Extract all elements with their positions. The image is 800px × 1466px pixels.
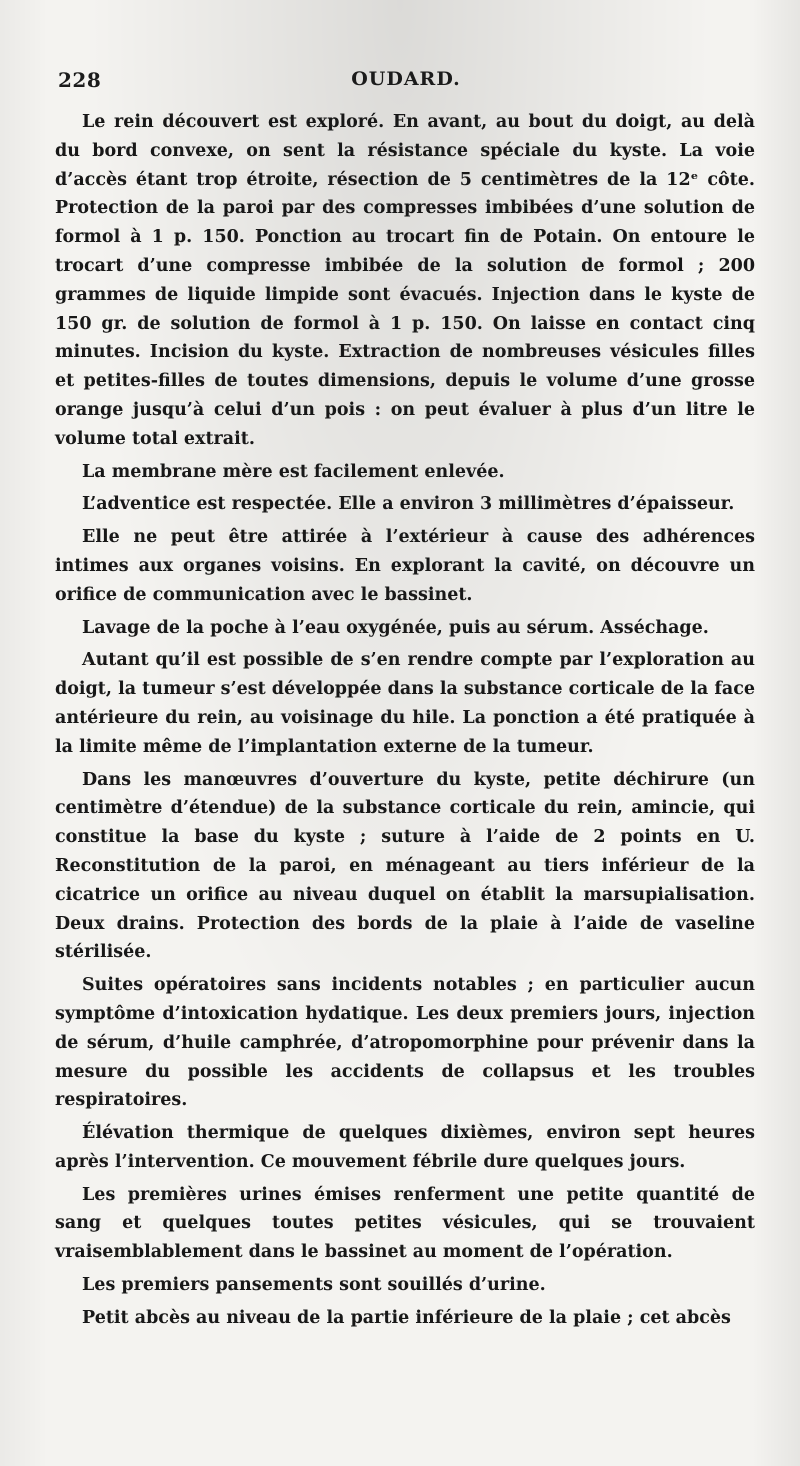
paragraph-adventice: L’adventice est respectée. Elle a environ 3 millimètres d’épaisseur. — [82, 494, 735, 515]
paragraph-membrane: La membrane mère est facilement enlevée. — [82, 461, 505, 482]
paragraph-abces: Petit abcès au niveau de la partie inférieure de la plaie ; cet abcès — [82, 1307, 731, 1328]
paragraph-lavage: Lavage de la poche à l’eau oxygénée, puis au sérum. Asséchage. — [82, 617, 709, 638]
paragraph-urines: Les premières urines émises renferment une petite quantité de sang et quelques toutes petites vésicules, qui se trouvaient vraisemblablement dans le bassinet au moment de l’opération. — [55, 1184, 755, 1263]
paragraph-exploration: Le rein découvert est exploré. En avant, au bout du doigt, au delà du bord convexe, on sent la résistance spéciale du kyste. La voie d’accès étant trop étroite, résection de 5 centimètres de la 12ᵉ côte. Protection de la paroi par des compresses imbibées d’une solution de formol à 1 p. 150. Ponction au trocart fin de Potain. On entoure le trocart d’une compresse imbibée de la solution de formol ; 200 grammes de liquide limpide sont évacués. Injection dans le kyste de 150 gr. de solution de formol à 1 p. 150. On laisse en contact cinq minutes. Incision du kyste. Extraction de nombreuses vésicules filles et petites-filles de toutes dimensions, depuis le volume d’une grosse orange jusqu’à celui d’un pois : on peut évaluer à plus d’un litre le volume total extrait. — [55, 112, 755, 449]
paragraph-manoeuvres: Dans les manœuvres d’ouverture du kyste, petite déchirure (un centimètre d’étendue) de la substance corticale du rein, amincie, qui constitue la base du kyste ; suture à l’aide de 2 points en U. Reconstitution de la paroi, en ménageant au tiers inférieur de la cicatrice un orifice au niveau duquel on établit la marsupialisation. Deux drains. Protection des bords de la plaie à l’aide de vaseline stérilisée. — [55, 769, 755, 963]
page-header — [58, 68, 754, 98]
page-number: 228 — [58, 68, 102, 92]
paragraph-pansements: Les premiers pansements sont souillés d’urine. — [82, 1275, 546, 1296]
paragraph-suites: Suites opératoires sans incidents notables ; en particulier aucun symptôme d’intoxication hydatique. Les deux premiers jours, injection de sérum, d’huile camphrée, d’atropomorphine pour prévenir dans la mesure du possible les accidents de collapsus et les troubles respiratoires. — [55, 975, 755, 1111]
paragraph-elevation: Élévation thermique de quelques dixièmes, environ sept heures après l’intervention. Ce mouvement fébrile dure quelques jours. — [55, 1123, 755, 1172]
paragraph-tumeur: Autant qu’il est possible de s’en rendre compte par l’exploration au doigt, la tumeur s’est développée dans la substance corticale de la face antérieure du rein, au voisinage du hile. La ponction a été pratiquée à la limite même de l’implantation externe de la tumeur. — [55, 650, 755, 757]
body-text — [55, 108, 755, 1337]
running-head: OUDARD. — [351, 68, 461, 90]
paragraph-adherences: Elle ne peut être attirée à l’extérieur à cause des adhérences intimes aux organes voisins. En explorant la cavité, on découvre un orifice de communication avec le bassinet. — [55, 527, 755, 605]
